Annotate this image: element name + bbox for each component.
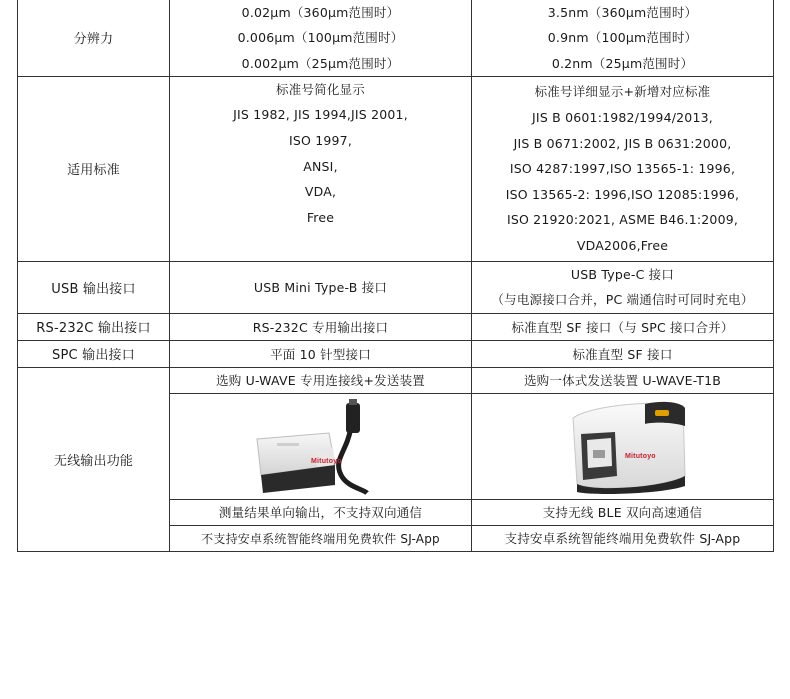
spc-right-cell: 标准直型 SF 接口 xyxy=(472,340,774,367)
standards-right-line: JIS B 0601:1982/1994/2013, xyxy=(532,109,713,125)
wireless-right-image-cell xyxy=(472,393,774,499)
uwave-cable-device-image xyxy=(255,397,387,495)
mitutoyo-logo: Mitutoyo xyxy=(310,458,342,466)
standards-right-line: VDA2006,Free xyxy=(576,237,669,253)
wireless-left-app: 不支持安卓系统智能终端用免费软件 SJ-App xyxy=(170,525,472,551)
usb-right-line: USB Type-C 接口 xyxy=(570,267,675,283)
resolution-label: 分辨力 xyxy=(18,0,170,76)
standards-left-line: 标准号简化显示 xyxy=(276,81,365,97)
standards-left-line: JIS 1982, JIS 1994,JIS 2001, xyxy=(233,107,408,123)
standards-right-line: JIS B 0671:2002, JIS B 0631:2000, xyxy=(513,135,732,151)
rs232c-left-cell: RS-232C 专用输出接口 xyxy=(170,313,472,340)
standards-left-line: ISO 1997, xyxy=(288,133,353,149)
rs232c-label: RS-232C 输出接口 xyxy=(18,313,170,340)
spc-label: SPC 输出接口 xyxy=(18,340,170,367)
wireless-right-head: 选购一体式发送装置 U-WAVE-T1B xyxy=(472,367,774,393)
standards-left-line: VDA, xyxy=(304,184,337,200)
resolution-right-line: 0.9nm（100μm范围时） xyxy=(547,30,698,46)
standards-left-cell xyxy=(170,76,472,261)
uwave-t1b-device-image xyxy=(553,396,693,496)
row-rs232c xyxy=(18,313,774,340)
usb-left-cell: USB Mini Type-B 接口 xyxy=(170,261,472,313)
rs232c-right-cell: 标准直型 SF 接口（与 SPC 接口合并） xyxy=(472,313,774,340)
resolution-left-line: 0.002μm（25μm范围时） xyxy=(241,55,400,71)
standards-right-line: ISO 21920:2021, ASME B46.1:2009, xyxy=(506,212,739,228)
resolution-left-line: 0.006μm（100μm范围时） xyxy=(237,30,404,46)
wireless-left-head: 选购 U-WAVE 专用连接线+发送装置 xyxy=(170,367,472,393)
row-usb xyxy=(18,261,774,313)
resolution-right-line: 3.5nm（360μm范围时） xyxy=(547,5,698,20)
usb-label: USB 输出接口 xyxy=(18,261,170,313)
resolution-right-cell xyxy=(472,0,774,76)
standards-left-line: ANSI, xyxy=(303,158,338,174)
wireless-left-comm: 测量结果单向输出，不支持双向通信 xyxy=(170,499,472,525)
standards-right-line: ISO 4287:1997,ISO 13565-1: 1996, xyxy=(509,161,736,177)
row-wireless-head xyxy=(18,367,774,393)
usb-right-cell xyxy=(472,261,774,313)
comparison-table xyxy=(17,0,774,552)
row-standards xyxy=(18,76,774,261)
spc-left-cell: 平面 10 针型接口 xyxy=(170,340,472,367)
mitutoyo-logo: Mitutoyo xyxy=(624,453,656,461)
standards-right-cell xyxy=(472,76,774,261)
row-resolution xyxy=(18,0,774,76)
resolution-right-line: 0.2nm（25μm范围时） xyxy=(551,55,694,71)
standards-label: 适用标准 xyxy=(18,76,170,261)
row-spc xyxy=(18,340,774,367)
usb-right-line: （与电源接口合并，PC 端通信时可同时充电） xyxy=(491,292,754,308)
standards-right-line: 标准号详细显示+新增对应标准 xyxy=(534,84,711,100)
resolution-left-cell xyxy=(170,0,472,76)
standards-right-line: ISO 13565-2: 1996,ISO 12085:1996, xyxy=(505,186,740,202)
wireless-left-image-cell xyxy=(170,393,472,499)
standards-left-line: Free xyxy=(306,209,335,225)
wireless-right-app: 支持安卓系统智能终端用免费软件 SJ-App xyxy=(472,525,774,551)
wireless-label: 无线输出功能 xyxy=(18,367,170,551)
resolution-left-line: 0.02μm（360μm范围时） xyxy=(241,5,400,20)
wireless-right-comm: 支持无线 BLE 双向高速通信 xyxy=(472,499,774,525)
